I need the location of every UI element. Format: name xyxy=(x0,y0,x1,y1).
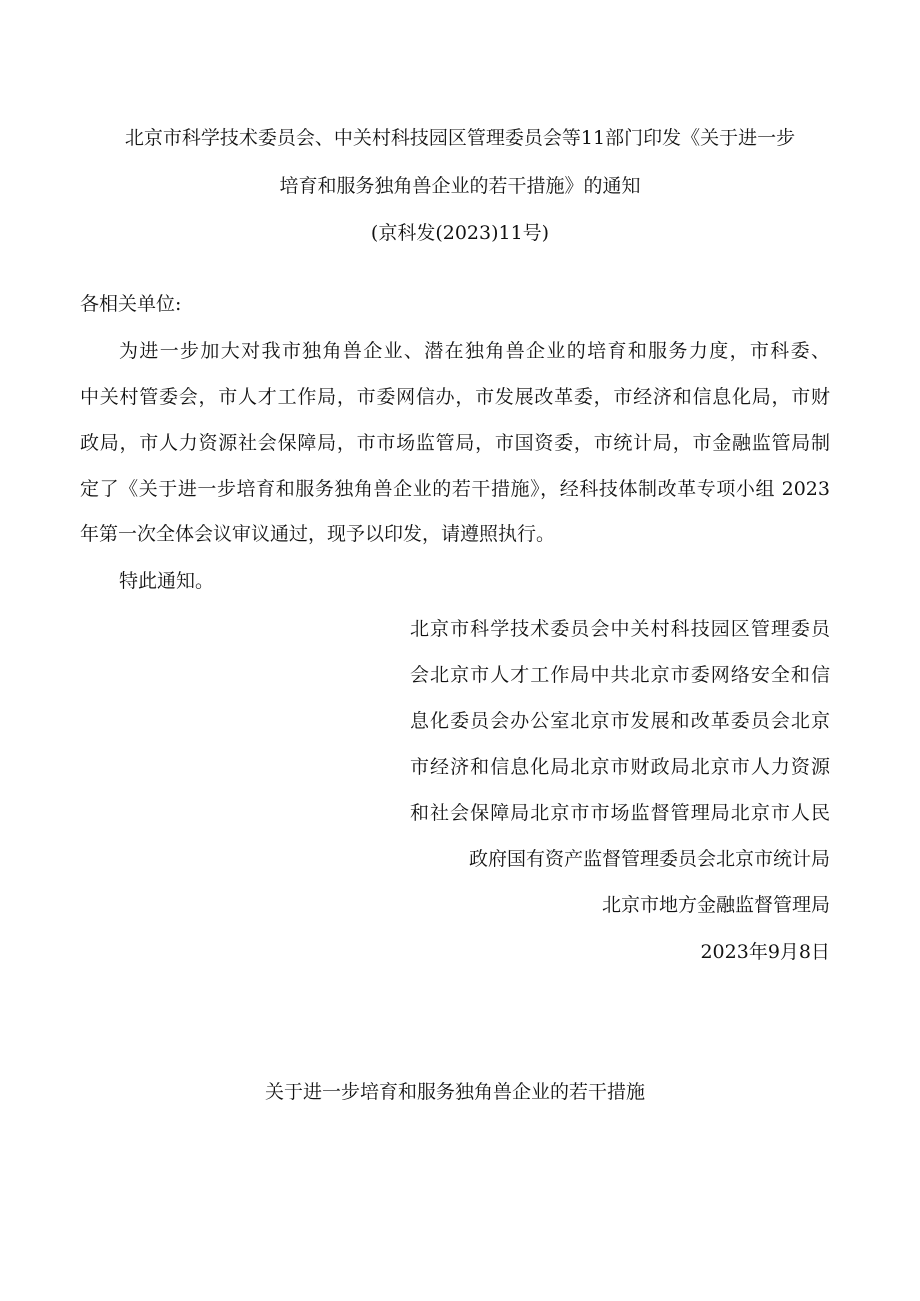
attachment-title: 关于进一步培育和服务独角兽企业的若干措施 xyxy=(264,1081,645,1103)
signature-line: 政府国有资产监督管理委员会北京市统计局 xyxy=(468,848,830,870)
closing-text: 特此通知。 xyxy=(119,570,215,592)
signature-line: 息化委员会办公室北京市发展和改革委员会北京 xyxy=(410,710,830,732)
body-paragraph-line: 为进一步加大对我市独角兽企业、潜在独角兽企业的培育和服务力度，市科委、 xyxy=(119,340,830,362)
body-paragraph-line: 定了《关于进一步培育和服务独角兽企业的若干措施》，经科技体制改革专项小组 2023 xyxy=(80,478,830,500)
document-title-line-2: 培育和服务独角兽企业的若干措施》的通知 xyxy=(279,175,641,197)
body-paragraph-line: 年第一次全体会议审议通过，现予以印发，请遵照执行。 xyxy=(80,523,556,545)
body-paragraph-line: 中关村管委会，市人才工作局，市委网信办，市发展改革委，市经济和信息化局，市财 xyxy=(80,386,830,408)
body-paragraph-line: 政局，市人力资源社会保障局，市市场监管局，市国资委，市统计局，市金融监管局制 xyxy=(80,432,830,454)
signature-line: 市经济和信息化局北京市财政局北京市人力资源 xyxy=(410,756,830,778)
salutation: 各相关单位: xyxy=(80,293,182,315)
signature-date: 2023年9月8日 xyxy=(700,941,830,963)
document-number: (京科发(2023)11号) xyxy=(370,222,550,244)
signature-line: 和社会保障局北京市市场监督管理局北京市人民 xyxy=(410,802,830,824)
signature-line: 北京市科学技术委员会中关村科技园区管理委员 xyxy=(410,618,830,640)
signature-line: 北京市地方金融监督管理局 xyxy=(601,894,830,916)
document-title-line-1: 北京市科学技术委员会、中关村科技园区管理委员会等11部门印发《关于进一步 xyxy=(124,127,796,149)
signature-line: 会北京市人才工作局中共北京市委网络安全和信 xyxy=(410,664,830,686)
